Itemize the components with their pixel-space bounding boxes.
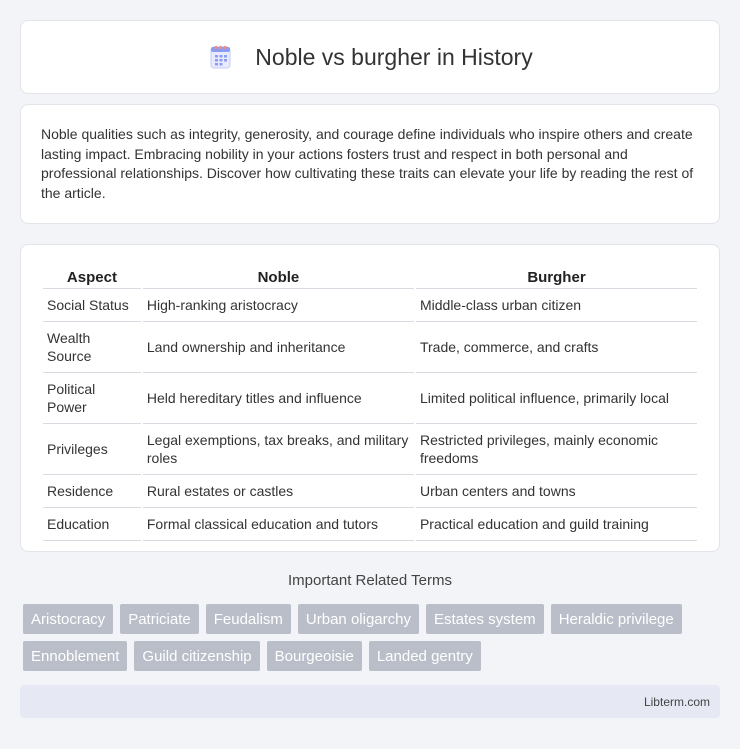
header-burgher: Burgher (416, 265, 697, 289)
tag-landed-gentry[interactable]: Landed gentry (369, 641, 481, 671)
table-row (43, 373, 697, 424)
cell-noble: Land ownership and inheritance (143, 322, 414, 373)
tag-feudalism[interactable]: Feudalism (206, 604, 291, 634)
footer-brand[interactable]: Libterm.com (643, 694, 710, 709)
comparison-table (41, 265, 699, 541)
tag-patriciate[interactable]: Patriciate (120, 604, 199, 634)
intro-text: Noble qualities such as integrity, generosity, and courage define individuals who inspire others and create lasting impact. Embracing nobility in your actions fosters trust and respect in both personal and professional relationships. Discover how cultivating these traits can elevate your life by reading the rest of the article. (41, 126, 694, 201)
table-row (43, 424, 697, 475)
tag-bourgeoisie[interactable]: Bourgeoisie (267, 641, 362, 671)
related-terms-title: Important Related Terms (288, 572, 452, 589)
table-row (43, 289, 697, 322)
related-terms-list (23, 604, 723, 671)
comparison-table-card (20, 244, 720, 552)
cell-aspect: Wealth Source (43, 322, 141, 373)
notebook-icon (207, 44, 233, 70)
cell-noble: Held hereditary titles and influence (143, 373, 414, 424)
header-noble: Noble (143, 265, 414, 289)
cell-aspect: Social Status (43, 289, 141, 322)
tag-ennoblement[interactable]: Ennoblement (23, 641, 127, 671)
cell-aspect: Political Power (43, 373, 141, 424)
cell-burgher: Limited political influence, primarily local (416, 373, 697, 424)
cell-aspect: Education (43, 508, 141, 541)
cell-noble: Legal exemptions, tax breaks, and military roles (143, 424, 414, 475)
cell-noble: High-ranking aristocracy (143, 289, 414, 322)
cell-burgher: Restricted privileges, mainly economic freedoms (416, 424, 697, 475)
page-title: Noble vs burgher in History (255, 43, 533, 70)
cell-noble: Formal classical education and tutors (143, 508, 414, 541)
tag-aristocracy[interactable]: Aristocracy (23, 604, 113, 634)
tag-urban-oligarchy[interactable]: Urban oligarchy (298, 604, 419, 634)
cell-burgher: Middle-class urban citizen (416, 289, 697, 322)
table-row (43, 508, 697, 541)
tag-heraldic-privilege[interactable]: Heraldic privilege (551, 604, 682, 634)
tag-estates-system[interactable]: Estates system (426, 604, 544, 634)
table-row (43, 475, 697, 508)
cell-burgher: Trade, commerce, and crafts (416, 322, 697, 373)
cell-burgher: Practical education and guild training (416, 508, 697, 541)
table-row (43, 322, 697, 373)
cell-aspect: Residence (43, 475, 141, 508)
intro-card (20, 104, 720, 224)
header-aspect: Aspect (43, 265, 141, 289)
title-card (20, 20, 720, 94)
cell-burgher: Urban centers and towns (416, 475, 697, 508)
cell-aspect: Privileges (43, 424, 141, 475)
table-header-row (43, 265, 697, 289)
footer (20, 685, 720, 718)
cell-noble: Rural estates or castles (143, 475, 414, 508)
tag-guild-citizenship[interactable]: Guild citizenship (134, 641, 259, 671)
